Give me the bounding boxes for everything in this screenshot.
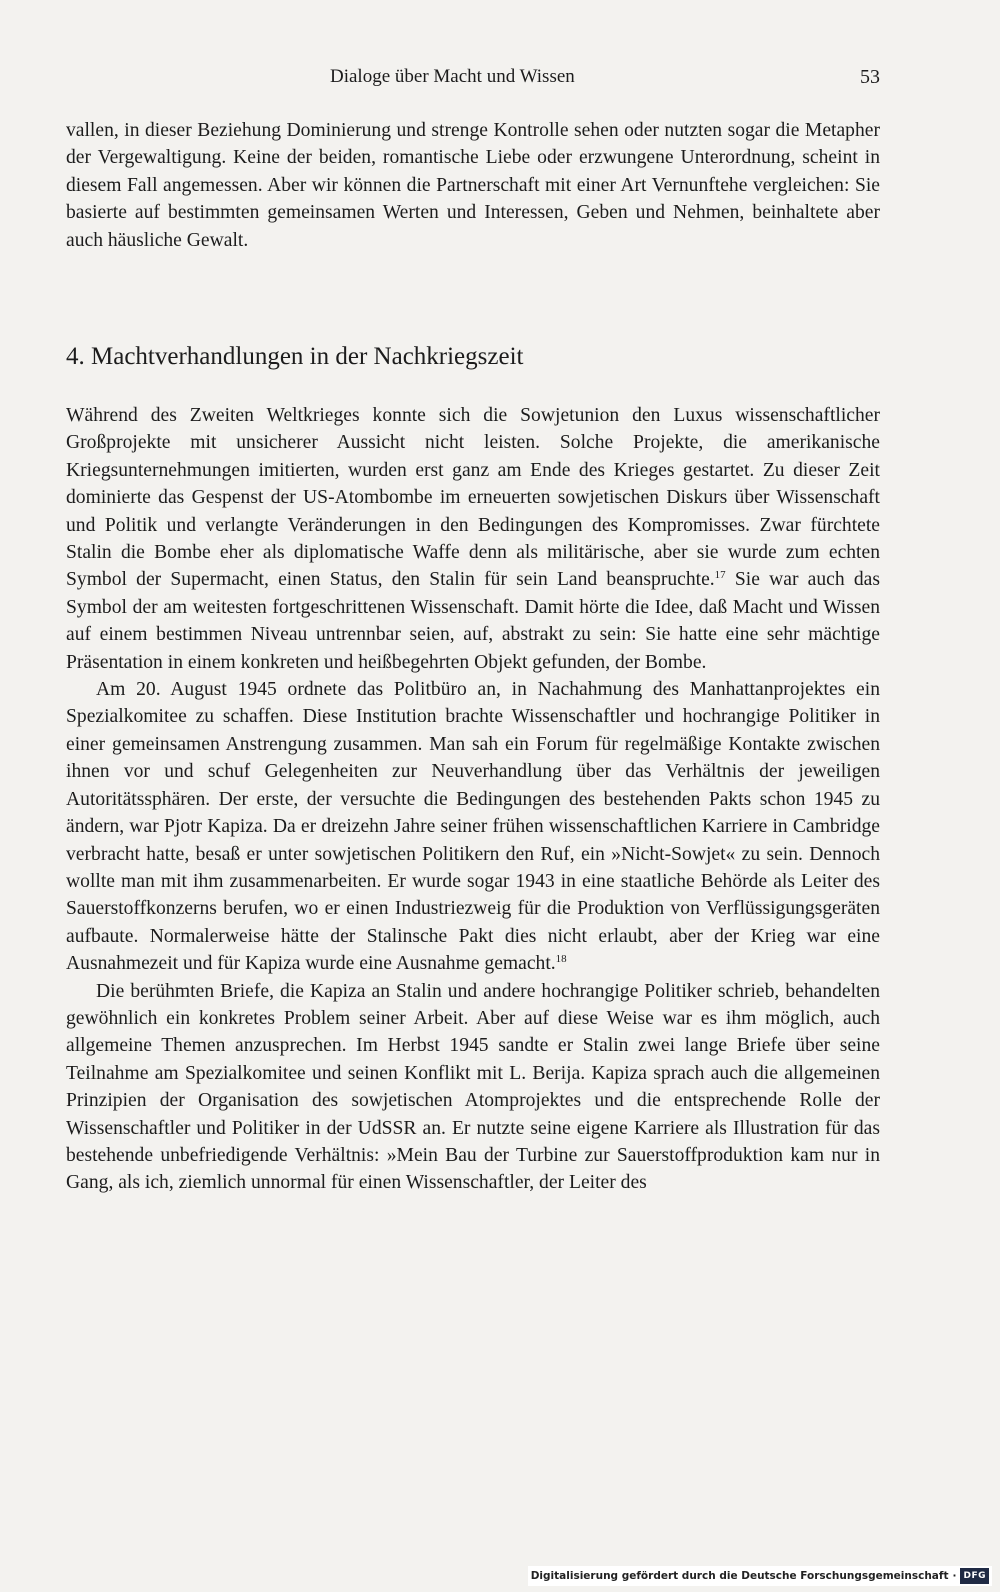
digitization-credit: Digitalisierung gefördert durch die Deutsche Forschungsgemeinschaft · DFG <box>528 1566 992 1586</box>
paragraph <box>66 402 880 676</box>
running-title: Dialoge über Macht und Wissen <box>330 66 575 87</box>
text-block-main <box>66 402 880 1197</box>
credit-text: Digitalisierung gefördert durch die Deutsche Forschungsgemeinschaft <box>530 1570 949 1582</box>
footnote-marker: 17 <box>714 569 726 582</box>
section-heading: 4. Machtverhandlungen in der Nachkriegszeit <box>66 343 524 370</box>
paragraph-text: Während des Zweiten Weltkrieges konnte sich die Sowjetunion den Luxus wissenschaftlicher Großprojekte mit unsicherer Aussicht nicht leisten. Solche Projekte, die amerikanische Kriegsunternehmungen imitierten, wurden erst ganz am Ende des Krieges gestartet. Zu dieser Zeit dominierte das Gespenst der US-Atombombe im erneuerten sowjetischen Diskurs über Wissenschaft und Politik und verlangte Veränderungen in den Bedingungen des Kompromisses. Zwar fürchtete Stalin die Bombe eher als diplomatische Waffe denn als militärische, aber sie wurde zum echten Symbol der Supermacht, einen Status, den Stalin für sein Land beanspruchte. <box>66 405 880 591</box>
paragraph-text: Sie war auch das Symbol der am weitesten fortgeschrittenen Wissenschaft. Damit hörte die Idee, daß Macht und Wissen auf einem bestimmen Niveau untrennbar seien, auf, abstrakt zu sein: Sie hatte eine sehr mächtige Präsentation in einem konkreten und heißbegehrten Objekt gefunden, der Bombe. <box>66 569 880 673</box>
text-block-top <box>66 117 880 254</box>
page-number: 53 <box>860 66 880 88</box>
paragraph <box>66 676 880 977</box>
paragraph: Die berühmten Briefe, die Kapiza an Stalin und andere hochrangige Politiker schrieb, behandelten gewöhnlich ein konkretes Problem seiner Arbeit. Aber auf diese Weise war es ihm möglich, auch allgemeine Themen anzusprechen. Im Herbst 1945 sandte er Stalin zwei lange Briefe über seine Teilnahme am Spezialkomitee und seinen Konflikt mit L. Berija. Kapiza sprach auch die allgemeinen Prinzipien der Organisation des sowjetischen Atomprojektes und die entsprechende Rolle der Wissenschaftler und Politiker in der UdSSR an. Er nutzte seine eigene Karriere als Illustration für das bestehende unbefriedigende Verhältnis: »Mein Bau der Turbine zur Sauerstoffproduktion kam nur in Gang, als ich, ziemlich unnormal für einen Wissenschaftler, der Leiter des <box>66 980 880 1194</box>
running-head <box>66 62 880 92</box>
dfg-logo: DFG <box>960 1568 989 1584</box>
paragraph-text: Am 20. August 1945 ordnete das Politbüro an, in Nachahmung des Manhattanprojektes ein Spezialkomitee zu schaffen. Diese Institution brachte Wissenschaftler und hochrangige Politiker in einer gemeinsamen Anstrengung zusammen. Man sah ein Forum für regelmäßige Kontakte zwischen ihnen vor und schuf Gelegenheiten zur Neuverhandlung über das Verhältnis der jeweiligen Autoritätssphären. Der erste, der versuchte die Bedingungen des bestehenden Pakts schon 1945 zu ändern, war Pjotr Kapiza. Da er dreizehn Jahre seiner frühen wissenschaftlichen Karriere in Cambridge verbracht hatte, besaß er unter sowjetischen Politikern den Ruf, ein »Nicht-Sowjet« zu sein. Dennoch wollte man mit ihm zusammenarbeiten. Er wurde sogar 1943 in eine staatliche Behörde als Leiter des Sauerstoffkonzerns berufen, wo er einen Industriezweig für die Produktion von Verflüssigungsgeräten aufbaute. Normalerweise hätte der Stalinsche Pakt dies nicht erlaubt, aber der Krieg war eine Ausnahmezeit und für Kapiza wurde eine Ausnahme gemacht. <box>66 679 880 975</box>
paragraph: vallen, in dieser Beziehung Dominierung und strenge Kontrolle sehen oder nutzten sogar die Metapher der Vergewaltigung. Keine der beiden, romantische Liebe oder erzwungene Unterordnung, scheint in diesem Fall angemessen. Aber wir können die Partnerschaft mit einer Art Vernunftehe vergleichen: Sie basierte auf bestimmten gemeinsamen Werten und Interessen, Geben und Nehmen, beinhaltete aber auch häusliche Gewalt. <box>66 120 880 251</box>
footnote-marker: 18 <box>555 953 567 966</box>
